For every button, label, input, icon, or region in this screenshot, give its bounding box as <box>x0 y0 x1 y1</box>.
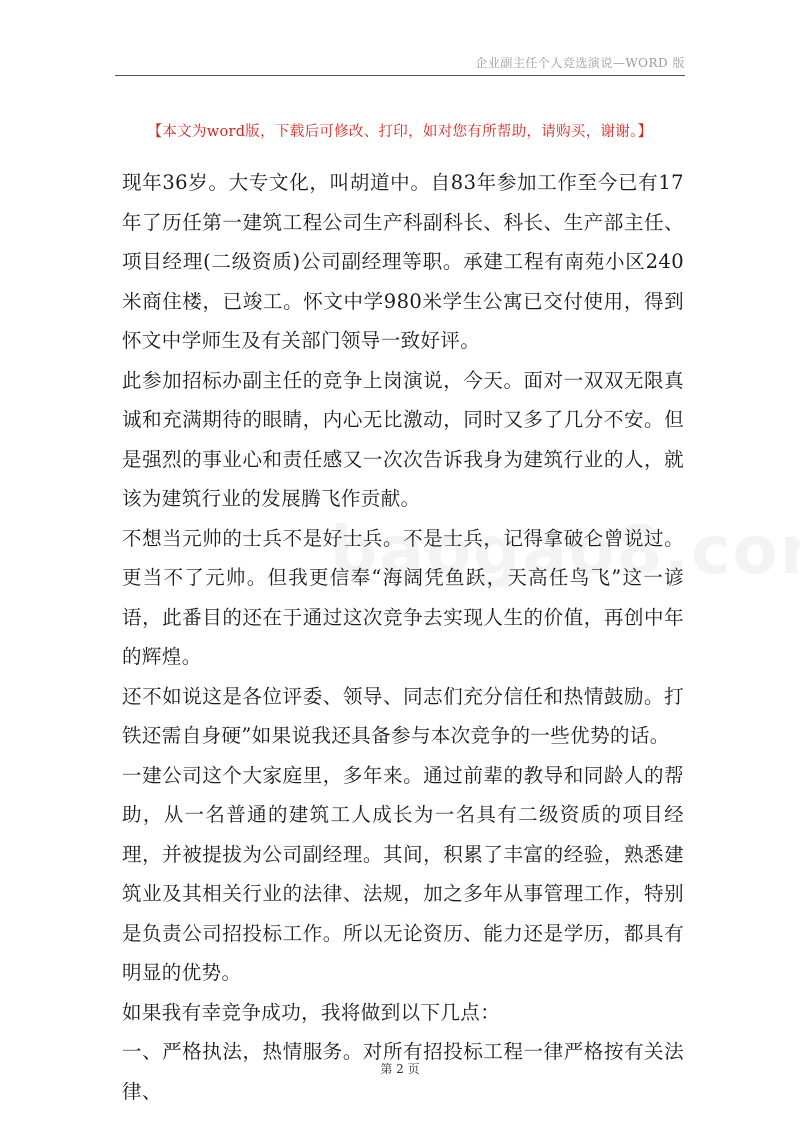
header-divider <box>115 75 685 76</box>
paragraph: 如果我有幸竞争成功，我将做到以下几点： <box>122 1000 501 1024</box>
document-body <box>122 163 684 1111</box>
paragraph: 此参加招标办副主任的竞争上岗演说，今天。面对一双双无限真诚和充满期待的眼睛，内心无比激动，同时又多了几分不安。但是强烈的事业心和责任感又一次次告诉我身为建筑行业的人，就该为建筑行业的发展腾飞作贡献。 <box>122 368 684 510</box>
header-title: 企业副主任个人竞选演说—WORD 版 <box>475 56 685 70</box>
paragraph: 现年36岁。大专文化，叫胡道中。自83年参加工作至今已有17年了历任第一建筑工程公司生产科副科长、科长、生产部主任、项目经理(二级资质)公司副经理等职。承建工程有南苑小区240米商住楼，已竣工。怀文中学980米学生公寓已交付使用，得到怀文中学师生及有关部门领导一致好评。 <box>122 171 684 352</box>
page-number: 第 2 页 <box>380 1062 420 1076</box>
paragraph: 还不如说这是各位评委、领导、同志们充分信任和热情鼓励。打铁还需自身硬”如果说我还具备参与本次竞争的一些优势的话。 <box>122 684 684 747</box>
download-notice: 【本文为word版，下载后可修改、打印，如对您有所帮助，请购买，谢谢。】 <box>147 124 653 140</box>
paragraph: 不想当元帅的士兵不是好士兵。不是士兵，记得拿破仑曾说过。更当不了元帅。但我更信奉“海阔凭鱼跃，天高任鸟飞”这一谚语，此番目的还在于通过这次竞争去实现人生的价值，再创中年的辉煌。 <box>122 526 684 668</box>
paragraph: 一建公司这个大家庭里，多年来。通过前辈的教导和同龄人的帮助，从一名普通的建筑工人成长为一名具有二级资质的项目经理，并被提拔为公司副经理。其间，积累了丰富的经验，熟悉建筑业及其相关行业的法律、法规，加之多年从事管理工作，特别是负责公司招投标工作。所以无论资历、能力还是学历，都具有明显的优势。 <box>122 763 684 984</box>
paragraph: 一、严格执法，热情服务。对所有招投标工程一律严格按有关法律、 <box>122 1040 684 1103</box>
